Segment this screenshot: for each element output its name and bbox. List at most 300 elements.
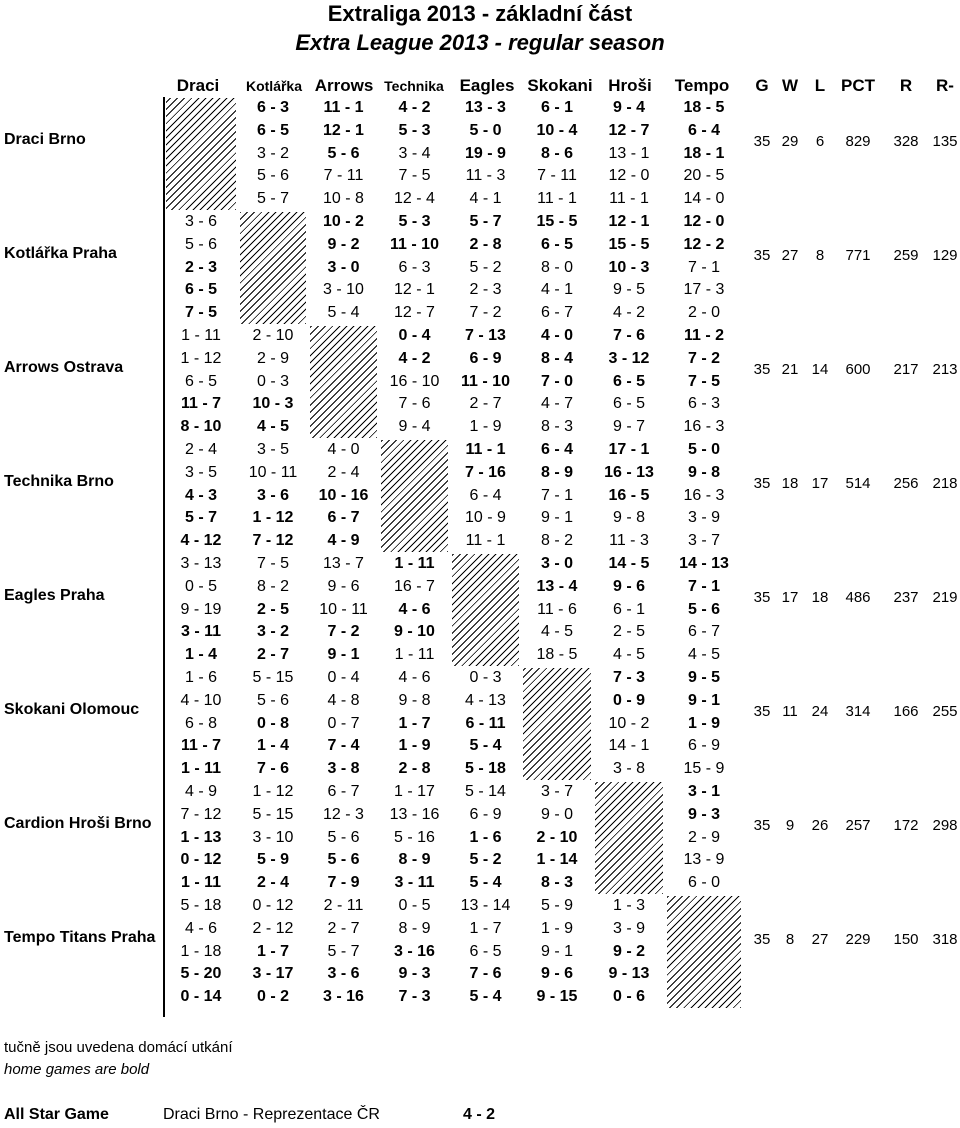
- score-cell: 1 - 7: [398, 714, 431, 732]
- score-cell: 16 - 7: [394, 577, 435, 595]
- score-cell: 16 - 13: [604, 463, 654, 481]
- column-header-technika: Technika: [384, 78, 444, 94]
- score-cell: 4 - 13: [465, 691, 506, 709]
- score-cell: 5 - 4: [469, 988, 502, 1006]
- score-cell: 3 - 6: [184, 213, 217, 230]
- team-stat-pct: 600: [845, 360, 871, 378]
- team-name: Skokani Olomouc: [4, 700, 140, 718]
- score-cell: 10 - 3: [252, 395, 294, 413]
- score-cell: 2 - 9: [256, 349, 289, 367]
- score-cell: 8 - 2: [256, 577, 289, 595]
- score-cell: 2 - 7: [256, 646, 289, 664]
- score-cell: 7 - 16: [465, 463, 506, 481]
- self-match-hatch: [523, 668, 591, 780]
- score-cell: 6 - 5: [256, 121, 289, 139]
- score-cell: 7 - 1: [687, 258, 720, 276]
- team-stat-r-: 318: [932, 930, 958, 948]
- score-cell: 5 - 7: [469, 213, 502, 230]
- team-stat-r-: 255: [932, 702, 958, 720]
- score-cell: 7 - 6: [398, 395, 431, 413]
- score-cell: 1 - 11: [181, 327, 221, 344]
- score-cell: 9 - 2: [327, 235, 360, 253]
- score-cell: 11 - 7: [180, 395, 222, 413]
- score-cell: 18 - 1: [683, 144, 725, 162]
- score-cell: 3 - 6: [327, 965, 360, 983]
- score-cell: 9 - 2: [612, 942, 645, 960]
- footnote-english: home games are bold: [4, 1061, 150, 1078]
- self-match-hatch: [240, 212, 306, 324]
- score-cell: 10 - 16: [318, 486, 369, 504]
- team-stat-w: 9: [785, 816, 795, 834]
- all-star-match: Draci Brno - Reprezentace ČR: [163, 1106, 380, 1123]
- score-cell: 7 - 9: [327, 874, 360, 892]
- score-cell: 7 - 12: [252, 532, 294, 550]
- score-cell: 11 - 10: [390, 235, 439, 253]
- score-cell: 7 - 0: [540, 372, 573, 390]
- team-stat-r-: 298: [932, 816, 958, 834]
- score-cell: 2 - 0: [687, 304, 720, 322]
- team-stat-g: 35: [753, 702, 771, 720]
- team-stat-r: 150: [893, 930, 919, 948]
- team-stat-l: 24: [811, 702, 829, 720]
- score-cell: 13 - 4: [536, 577, 578, 595]
- score-cell: 3 - 12: [608, 349, 650, 367]
- score-cell: 11 - 3: [609, 532, 649, 550]
- score-cell: 16 - 10: [389, 372, 440, 390]
- score-cell: 3 - 7: [687, 532, 720, 550]
- score-cell: 6 - 0: [687, 874, 720, 892]
- score-cell: 10 - 9: [465, 509, 506, 527]
- score-cell: 5 - 16: [394, 828, 435, 846]
- score-cell: 2 - 8: [398, 760, 431, 778]
- score-cell: 18 - 5: [536, 646, 578, 664]
- score-cell: 5 - 7: [184, 509, 217, 527]
- score-cell: 9 - 8: [612, 509, 645, 527]
- score-cell: 3 - 9: [612, 919, 645, 937]
- score-cell: 5 - 4: [469, 737, 502, 755]
- score-cell: 1 - 11: [394, 646, 435, 664]
- score-cell: 9 - 3: [687, 805, 720, 823]
- team-stat-g: 35: [753, 474, 771, 492]
- score-cell: 6 - 5: [469, 942, 502, 960]
- score-cell: 4 - 0: [327, 441, 360, 458]
- team-stat-l: 27: [811, 930, 829, 948]
- team-stat-r: 259: [893, 246, 919, 264]
- score-cell: 4 - 6: [398, 669, 431, 686]
- score-cell: 11 - 1: [609, 190, 649, 208]
- score-cell: 5 - 6: [327, 144, 360, 162]
- score-cell: 3 - 0: [327, 258, 360, 276]
- score-cell: 3 - 17: [252, 965, 294, 983]
- score-cell: 9 - 8: [687, 463, 720, 481]
- score-cell: 1 - 9: [469, 418, 502, 436]
- score-cell: 7 - 4: [327, 737, 360, 755]
- score-cell: 10 - 3: [608, 258, 650, 276]
- score-cell: 8 - 9: [398, 919, 431, 937]
- score-cell: 1 - 11: [180, 874, 222, 892]
- team-stat-r: 256: [893, 474, 919, 492]
- score-cell: 1 - 9: [687, 714, 720, 732]
- team-stat-r: 172: [893, 816, 919, 834]
- score-cell: 0 - 4: [398, 327, 431, 344]
- score-cell: 4 - 2: [612, 304, 645, 322]
- score-cell: 6 - 11: [465, 714, 506, 732]
- team-stat-g: 35: [753, 360, 771, 378]
- score-cell: 10 - 2: [323, 213, 364, 230]
- score-cell: 5 - 9: [256, 851, 289, 869]
- score-cell: 4 - 3: [184, 486, 217, 504]
- score-cell: 4 - 12: [180, 532, 222, 550]
- score-cell: 1 - 6: [469, 828, 502, 846]
- score-cell: 6 - 7: [687, 623, 720, 641]
- score-cell: 9 - 0: [540, 805, 573, 823]
- score-cell: 6 - 3: [256, 99, 289, 116]
- score-cell: 9 - 8: [398, 691, 431, 709]
- self-match-hatch: [667, 896, 741, 1008]
- team-name: Arrows Ostrava: [4, 358, 124, 376]
- team-stat-pct: 314: [845, 702, 871, 720]
- score-cell: 4 - 1: [469, 190, 502, 208]
- score-cell: 3 - 7: [540, 783, 573, 800]
- score-cell: 8 - 2: [540, 532, 573, 550]
- score-cell: 5 - 3: [398, 213, 431, 230]
- team-stat-r: 217: [893, 360, 919, 378]
- score-cell: 4 - 9: [327, 532, 360, 550]
- score-cell: 9 - 15: [536, 988, 578, 1006]
- score-cell: 1 - 7: [469, 919, 502, 937]
- score-cell: 9 - 5: [687, 669, 720, 686]
- score-cell: 11 - 1: [465, 532, 506, 550]
- score-cell: 16 - 5: [608, 486, 650, 504]
- score-cell: 1 - 9: [540, 919, 573, 937]
- score-cell: 7 - 5: [184, 304, 217, 322]
- page-subtitle: Extra League 2013 - regular season: [295, 30, 665, 55]
- score-cell: 5 - 7: [256, 190, 289, 208]
- score-cell: 4 - 2: [398, 99, 431, 116]
- score-cell: 0 - 5: [184, 577, 217, 595]
- score-cell: 2 - 4: [327, 463, 360, 481]
- score-cell: 6 - 3: [398, 258, 431, 276]
- score-cell: 1 - 4: [184, 646, 217, 664]
- score-cell: 12 - 0: [608, 167, 650, 185]
- score-cell: 5 - 6: [184, 235, 217, 253]
- score-cell: 3 - 2: [256, 144, 289, 162]
- self-match-hatch: [381, 440, 448, 552]
- score-cell: 10 - 2: [608, 714, 650, 732]
- score-cell: 8 - 0: [540, 258, 573, 276]
- team-stat-pct: 771: [845, 246, 871, 264]
- score-cell: 11 - 3: [465, 167, 506, 185]
- team-stat-r: 166: [893, 702, 919, 720]
- score-cell: 8 - 4: [540, 349, 573, 367]
- team-stat-r-: 213: [932, 360, 958, 378]
- score-cell: 5 - 3: [398, 121, 431, 139]
- score-cell: 1 - 12: [252, 509, 294, 527]
- score-cell: 9 - 6: [327, 577, 360, 595]
- score-cell: 14 - 13: [679, 555, 729, 572]
- score-cell: 3 - 8: [612, 760, 645, 778]
- score-cell: 7 - 6: [469, 965, 502, 983]
- score-cell: 8 - 10: [180, 418, 222, 436]
- score-cell: 5 - 15: [252, 669, 294, 686]
- score-cell: 13 - 1: [608, 144, 650, 162]
- score-cell: 16 - 3: [683, 486, 725, 504]
- score-cell: 1 - 7: [256, 942, 289, 960]
- score-cell: 11 - 10: [461, 372, 510, 390]
- score-cell: 14 - 0: [683, 190, 725, 208]
- score-cell: 9 - 1: [540, 942, 573, 960]
- score-cell: 12 - 1: [323, 121, 364, 139]
- score-cell: 0 - 3: [256, 372, 289, 390]
- team-stat-l: 6: [815, 132, 825, 150]
- team-name: Tempo Titans Praha: [4, 928, 156, 946]
- score-cell: 4 - 6: [398, 600, 431, 618]
- score-cell: 6 - 3: [687, 395, 720, 413]
- score-cell: 7 - 6: [256, 760, 289, 778]
- score-cell: 3 - 5: [184, 463, 217, 481]
- score-cell: 4 - 9: [184, 783, 217, 800]
- score-cell: 9 - 1: [540, 509, 573, 527]
- score-cell: 13 - 9: [683, 851, 725, 869]
- score-cell: 6 - 5: [612, 395, 645, 413]
- score-cell: 16 - 3: [683, 418, 725, 436]
- score-cell: 12 - 1: [608, 213, 650, 230]
- score-cell: 7 - 3: [398, 988, 431, 1006]
- score-cell: 1 - 12: [252, 783, 294, 800]
- team-stat-w: 8: [785, 930, 795, 948]
- score-cell: 11 - 1: [465, 441, 506, 458]
- score-cell: 12 - 0: [683, 213, 725, 230]
- score-cell: 4 - 10: [180, 691, 222, 709]
- team-stat-l: 8: [815, 246, 825, 264]
- score-cell: 6 - 7: [327, 783, 360, 800]
- score-cell: 1 - 11: [180, 760, 222, 778]
- score-cell: 4 - 5: [687, 646, 720, 664]
- score-cell: 7 - 12: [180, 805, 222, 823]
- footnote-czech: tučně jsou uvedena domácí utkání: [4, 1039, 233, 1056]
- score-cell: 17 - 1: [608, 441, 650, 458]
- score-cell: 4 - 1: [540, 281, 573, 299]
- score-cell: 0 - 12: [180, 851, 222, 869]
- score-cell: 4 - 5: [612, 646, 645, 664]
- column-header-arrows: Arrows: [314, 76, 374, 95]
- team-stat-w: 21: [781, 360, 799, 378]
- score-cell: 3 - 10: [252, 828, 294, 846]
- score-cell: 5 - 9: [540, 897, 573, 914]
- score-cell: 3 - 13: [180, 555, 222, 572]
- score-cell: 6 - 1: [540, 99, 573, 116]
- score-cell: 5 - 6: [256, 167, 289, 185]
- score-cell: 2 - 11: [323, 897, 364, 914]
- score-cell: 1 - 17: [394, 783, 435, 800]
- score-cell: 13 - 7: [323, 555, 364, 572]
- score-cell: 2 - 4: [184, 441, 217, 458]
- score-cell: 1 - 14: [536, 851, 578, 869]
- stat-header-g: G: [755, 76, 769, 95]
- score-cell: 5 - 20: [180, 965, 222, 983]
- score-cell: 3 - 10: [323, 281, 364, 299]
- score-cell: 11 - 6: [537, 600, 577, 618]
- score-cell: 6 - 4: [687, 121, 720, 139]
- score-cell: 1 - 9: [398, 737, 431, 755]
- score-cell: 3 - 2: [256, 623, 289, 641]
- score-cell: 12 - 7: [608, 121, 650, 139]
- score-cell: 11 - 2: [683, 327, 725, 344]
- score-cell: 12 - 7: [394, 304, 435, 322]
- score-cell: 7 - 2: [469, 304, 502, 322]
- team-stat-r-: 135: [932, 132, 958, 150]
- score-cell: 12 - 4: [394, 190, 435, 208]
- score-cell: 3 - 5: [256, 441, 289, 458]
- score-cell: 14 - 5: [608, 555, 650, 572]
- score-cell: 4 - 8: [327, 691, 360, 709]
- score-cell: 9 - 5: [612, 281, 645, 299]
- team-stat-g: 35: [753, 246, 771, 264]
- score-cell: 7 - 6: [612, 327, 645, 344]
- score-cell: 2 - 9: [687, 828, 720, 846]
- team-name: Eagles Praha: [4, 586, 105, 604]
- score-cell: 5 - 2: [469, 258, 502, 276]
- team-stat-r-: 219: [932, 588, 958, 606]
- score-cell: 6 - 9: [469, 349, 502, 367]
- stat-header-r: R: [899, 76, 913, 95]
- score-cell: 7 - 1: [540, 486, 573, 504]
- team-stat-l: 18: [811, 588, 829, 606]
- score-cell: 6 - 7: [327, 509, 360, 527]
- score-cell: 3 - 0: [540, 555, 573, 572]
- score-cell: 1 - 13: [180, 828, 222, 846]
- column-header-eagles: Eagles: [459, 76, 515, 95]
- score-cell: 3 - 9: [687, 509, 720, 527]
- score-cell: 5 - 0: [469, 121, 502, 139]
- column-header-tempo: Tempo: [674, 76, 730, 95]
- score-cell: 9 - 7: [612, 418, 645, 436]
- score-cell: 6 - 5: [612, 372, 645, 390]
- score-cell: 7 - 11: [323, 167, 364, 185]
- score-cell: 9 - 1: [327, 646, 360, 664]
- score-cell: 9 - 4: [612, 99, 645, 116]
- score-cell: 7 - 5: [687, 372, 720, 390]
- score-cell: 5 - 6: [327, 851, 360, 869]
- stat-header-pct: PCT: [841, 76, 875, 95]
- score-cell: 1 - 18: [180, 942, 222, 960]
- score-cell: 7 - 13: [465, 327, 506, 344]
- team-stat-g: 35: [753, 816, 771, 834]
- score-cell: 4 - 2: [398, 349, 431, 367]
- score-cell: 7 - 3: [612, 669, 645, 686]
- score-cell: 0 - 12: [252, 897, 294, 914]
- score-cell: 9 - 1: [687, 691, 720, 709]
- self-match-hatch: [595, 782, 663, 894]
- column-header-draci: Draci: [176, 76, 220, 95]
- score-cell: 6 - 7: [540, 304, 573, 322]
- score-cell: 2 - 3: [469, 281, 502, 299]
- score-cell: 0 - 9: [612, 691, 645, 709]
- score-cell: 8 - 3: [540, 874, 573, 892]
- score-cell: 0 - 7: [327, 714, 360, 732]
- all-star-label: All Star Game: [4, 1106, 109, 1123]
- score-cell: 6 - 1: [612, 600, 645, 618]
- score-cell: 0 - 14: [180, 988, 222, 1006]
- score-cell: 5 - 18: [180, 897, 222, 914]
- score-cell: 5 - 0: [687, 441, 720, 458]
- score-cell: 1 - 6: [184, 669, 217, 686]
- score-cell: 4 - 5: [256, 418, 289, 436]
- score-cell: 2 - 10: [252, 327, 294, 344]
- team-stat-r-: 218: [932, 474, 958, 492]
- team-stat-r: 237: [893, 588, 919, 606]
- team-stat-w: 17: [781, 588, 799, 606]
- score-cell: 9 - 19: [180, 600, 222, 618]
- score-cell: 1 - 3: [612, 897, 645, 914]
- score-cell: 6 - 9: [469, 805, 502, 823]
- score-cell: 6 - 5: [184, 281, 217, 299]
- score-cell: 12 - 1: [394, 281, 435, 299]
- score-cell: 7 - 2: [327, 623, 360, 641]
- score-cell: 11 - 1: [537, 190, 577, 208]
- column-header-hrosi: Hroši: [608, 76, 652, 95]
- team-stat-g: 35: [753, 132, 771, 150]
- score-cell: 2 - 10: [536, 828, 578, 846]
- stat-header-w: W: [781, 76, 799, 95]
- team-stat-l: 26: [811, 816, 829, 834]
- score-cell: 3 - 11: [180, 623, 222, 641]
- score-cell: 3 - 16: [323, 988, 364, 1006]
- score-cell: 10 - 11: [248, 463, 298, 481]
- score-cell: 3 - 4: [398, 144, 431, 162]
- team-stat-g: 35: [753, 588, 771, 606]
- score-cell: 5 - 6: [687, 600, 720, 618]
- score-cell: 15 - 5: [608, 235, 650, 253]
- team-stat-w: 18: [781, 474, 799, 492]
- team-stat-w: 29: [781, 132, 799, 150]
- score-cell: 9 - 13: [608, 965, 650, 983]
- score-cell: 9 - 3: [398, 965, 431, 983]
- score-cell: 2 - 4: [256, 874, 289, 892]
- score-cell: 11 - 1: [323, 99, 364, 116]
- score-cell: 2 - 5: [256, 600, 289, 618]
- score-cell: 20 - 5: [683, 167, 725, 185]
- score-cell: 7 - 2: [687, 349, 720, 367]
- score-cell: 5 - 6: [256, 691, 289, 709]
- stat-header-r-: R-: [936, 76, 954, 95]
- score-cell: 6 - 9: [687, 737, 720, 755]
- score-cell: 4 - 0: [540, 327, 573, 344]
- score-cell: 8 - 9: [398, 851, 431, 869]
- score-cell: 1 - 12: [180, 349, 222, 367]
- score-cell: 3 - 16: [394, 942, 435, 960]
- score-cell: 12 - 2: [683, 235, 725, 253]
- team-stat-g: 35: [753, 930, 771, 948]
- team-stat-l: 17: [811, 474, 829, 492]
- score-cell: 5 - 15: [252, 805, 294, 823]
- score-cell: 7 - 5: [256, 555, 289, 572]
- score-cell: 10 - 4: [536, 121, 578, 139]
- score-cell: 17 - 3: [683, 281, 725, 299]
- score-cell: 13 - 3: [465, 99, 506, 116]
- score-cell: 3 - 6: [256, 486, 289, 504]
- team-column-divider: [163, 97, 165, 1017]
- score-cell: 5 - 7: [327, 942, 360, 960]
- team-stat-l: 14: [811, 360, 829, 378]
- score-cell: 6 - 5: [540, 235, 573, 253]
- team-stat-pct: 829: [845, 132, 871, 150]
- self-match-hatch: [166, 98, 236, 210]
- team-stat-w: 11: [782, 702, 798, 720]
- score-cell: 0 - 4: [327, 669, 360, 686]
- stat-header-l: L: [814, 76, 826, 95]
- score-cell: 9 - 6: [540, 965, 573, 983]
